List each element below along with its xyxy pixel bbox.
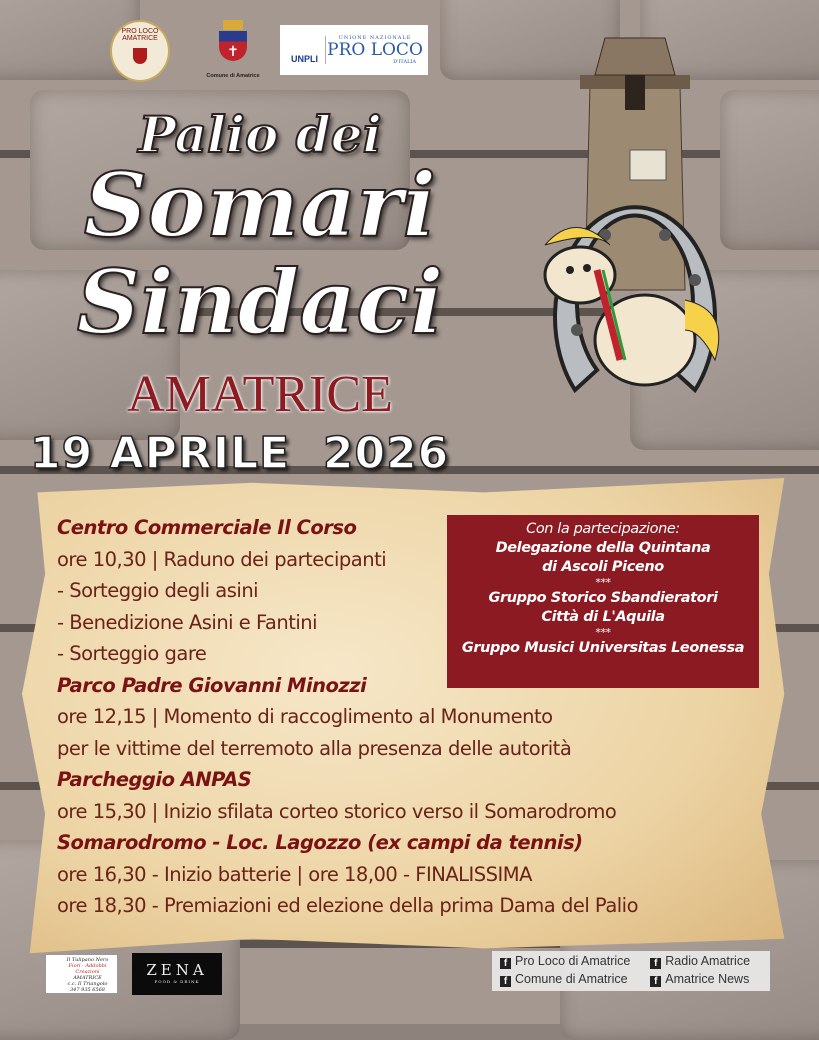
separator: *** [595, 626, 611, 639]
social-label: Comune di Amatrice [515, 972, 628, 986]
comune-label: Comune di Amatrice [206, 73, 260, 79]
participant-line: Gruppo Storico Sbandieratori [488, 590, 718, 606]
sponsor-line: c.c. Il Triangolo [67, 981, 108, 987]
logo-text: PRO LOCO AMATRICE [121, 28, 159, 42]
social-link[interactable] [500, 954, 642, 970]
sponsor-line: Creazioni [75, 969, 100, 975]
comune-amatrice-crest: ✝ Comune di Amatrice [206, 20, 260, 90]
location-heading: Centro Commerciale Il Corso [57, 516, 357, 539]
schedule-line: ore 12,15 | Momento di raccoglimento al Monumento [57, 705, 553, 728]
location-heading: Parco Padre Giovanni Minozzi [57, 673, 367, 697]
social-label: Radio Amatrice [665, 954, 751, 968]
title-line-2: Somari [83, 153, 437, 257]
unpli-main: PRO LOCO [327, 40, 423, 60]
donkey-tower-illustration [535, 30, 735, 420]
unpli-header: UNIONE NAZIONALE [338, 35, 412, 41]
schedule-line: - Benedizione Asini e Fantini [57, 610, 318, 634]
participant-line: Città di L'Aquila [541, 609, 665, 625]
schedule-line: per le vittime del terremoto alla presenza delle autorità [57, 736, 572, 760]
social-label: Amatrice News [665, 972, 750, 986]
sponsor-line: Fiori - Addobbi [68, 963, 107, 969]
social-link[interactable] [650, 972, 762, 988]
schedule-line: - Sorteggio degli asini [57, 579, 259, 602]
schedule-line: ore 15,30 | Inizio sfilata corteo storico verso il Somarodromo [57, 799, 617, 823]
sponsor-zena [132, 953, 222, 995]
participant-line: di Ascoli Piceno [542, 559, 664, 575]
event-date: 19 APRILE 2026 [30, 428, 450, 479]
participant-line: Gruppo Musici Universitas Leonessa [461, 640, 745, 656]
sponsor-sub: FOOD & DRINK [154, 979, 200, 984]
participation-box [447, 515, 759, 688]
schedule-line: ore 10,30 | Raduno dei partecipanti [57, 547, 387, 571]
sponsor-tulipano-nero [45, 954, 118, 994]
social-label: Pro Loco di Amatrice [515, 954, 631, 968]
title-line-3: Sindaci [76, 250, 444, 354]
participation-intro: Con la partecipazione: [526, 521, 680, 537]
facebook-icon: f [650, 976, 661, 987]
title-line-1: Palio dei [138, 105, 382, 164]
unpli-logo [280, 25, 428, 75]
sponsor-line: AMATRICE [73, 975, 102, 981]
separator: *** [595, 576, 611, 589]
location-heading: Somarodromo - Loc. Lagozzo (ex campi da tennis) [57, 831, 583, 854]
sponsor-name: Il Tulipano Nero [66, 957, 109, 963]
schedule-line: ore 16,30 - Inizio batterie | ore 18,00 - FINALISSIMA [57, 862, 532, 886]
unpli-label: UNPLI [284, 36, 326, 64]
facebook-icon: f [650, 958, 661, 969]
sponsor-phone: 347 935 6568 [70, 987, 105, 993]
facebook-icon: f [500, 976, 511, 987]
schedule-line: ore 18,30 - Premiazioni ed elezione della prima Dama del Palio [57, 894, 639, 917]
unpli-sub: D'ITALIA [393, 59, 416, 65]
social-links [492, 951, 770, 991]
social-link[interactable] [500, 972, 642, 988]
schedule-line: - Sorteggio gare [57, 642, 207, 665]
proloco-amatrice-logo [110, 20, 170, 82]
location-heading: Parcheggio ANPAS [57, 768, 252, 791]
participant-line: Delegazione della Quintana [495, 540, 711, 556]
town-name: AMATRICE [127, 366, 393, 423]
social-link[interactable] [650, 954, 762, 970]
sponsor-name: ZENA [146, 961, 208, 979]
facebook-icon: f [500, 958, 511, 969]
